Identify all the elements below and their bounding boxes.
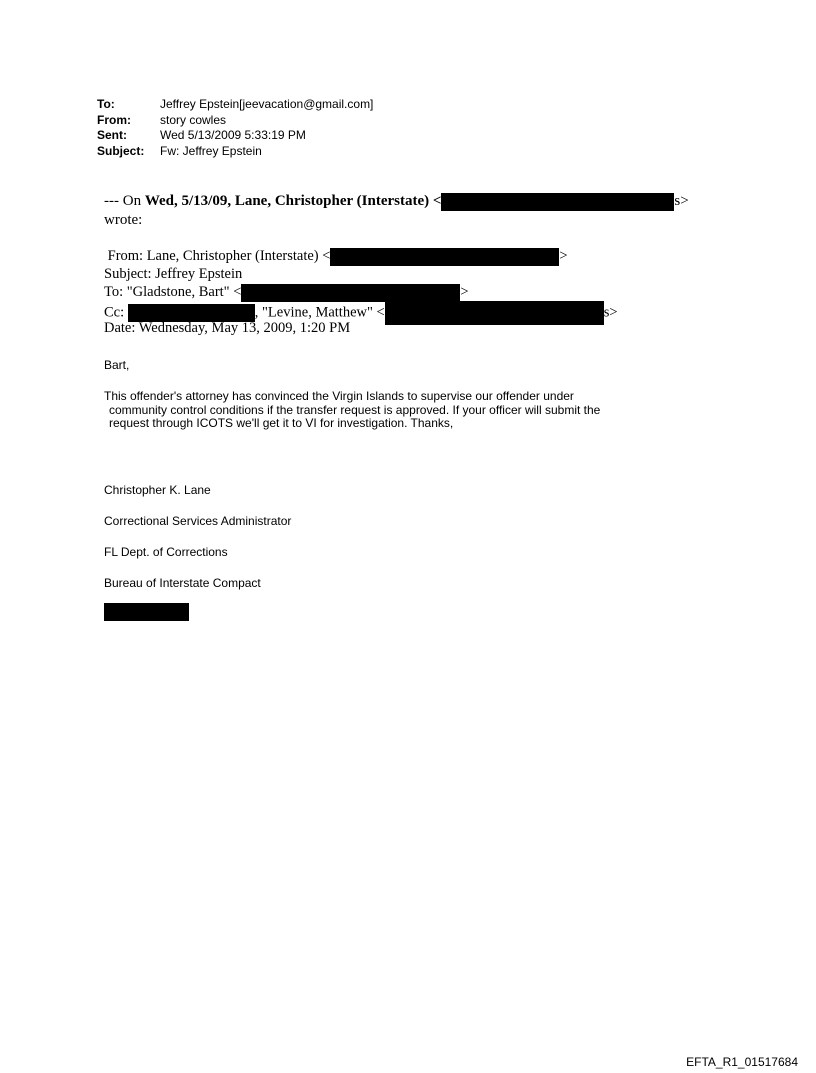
fwd-from-row	[104, 247, 618, 265]
fwd-date-row	[104, 319, 618, 337]
signature-dept: FL Dept. of Corrections	[104, 545, 228, 559]
fwd-subject-text: Subject: Jeffrey Epstein	[104, 266, 243, 282]
fwd-cc-middle: , "Levine, Matthew" <	[254, 304, 385, 321]
signature-name: Christopher K. Lane	[104, 483, 211, 497]
from-value: story cowles	[160, 112, 227, 127]
fwd-to-text: To: "Gladstone, Bart" <	[104, 284, 242, 300]
message-line: request through ICOTS we'll get it to VI for investigation. Thanks,	[109, 416, 454, 430]
quote-wrote: wrote:	[104, 212, 143, 228]
redaction-block	[104, 603, 189, 621]
signature-title: Correctional Services Administrator	[104, 514, 292, 528]
redaction-block	[241, 284, 460, 302]
from-label: From:	[97, 112, 131, 127]
fwd-cc-row	[104, 301, 618, 319]
from-row	[97, 113, 373, 129]
fwd-from-text: From: Lane, Christopher (Interstate) <	[104, 248, 331, 264]
message-line: community control conditions if the transfer request is approved. If your officer will submit the	[109, 402, 601, 417]
subject-row	[97, 144, 373, 160]
fwd-cc-close: s>	[603, 304, 618, 321]
document-id: EFTA_R1_01517684	[686, 1055, 798, 1069]
redaction-block	[441, 193, 674, 211]
sent-value: Wed 5/13/2009 5:33:19 PM	[160, 128, 306, 142]
quote-sender: Wed, 5/13/09, Lane, Christopher (Interstate) <	[144, 193, 442, 209]
fwd-from-close: >	[559, 248, 568, 264]
to-label: To:	[97, 97, 115, 111]
fwd-to-close: >	[460, 284, 469, 300]
quote-intro-line	[104, 192, 724, 211]
forwarded-header	[104, 247, 618, 337]
to-value: Jeffrey Epstein[jeevacation@gmail.com]	[160, 97, 374, 111]
message-line: This offender's attorney has convinced the Virgin Islands to supervise our offender under	[104, 389, 574, 403]
fwd-date-text: Date: Wednesday, May 13, 2009, 1:20 PM	[104, 320, 351, 336]
sent-row	[97, 128, 373, 144]
quote-intro	[104, 192, 724, 230]
fwd-to-row	[104, 283, 618, 301]
signature-bureau: Bureau of Interstate Compact	[104, 576, 261, 590]
greeting: Bart,	[104, 358, 130, 372]
subject-label: Subject:	[97, 143, 145, 158]
sent-label: Sent:	[97, 128, 127, 142]
fwd-subject-row	[104, 265, 618, 283]
quote-prefix: --- On	[104, 193, 145, 209]
message-paragraph	[104, 390, 704, 431]
subject-value: Fw: Jeffrey Epstein	[160, 143, 262, 158]
fwd-cc-label: Cc:	[104, 304, 128, 321]
to-row	[97, 97, 373, 113]
redaction-block	[330, 248, 559, 266]
email-header	[97, 97, 373, 159]
quote-close: s>	[674, 193, 689, 209]
